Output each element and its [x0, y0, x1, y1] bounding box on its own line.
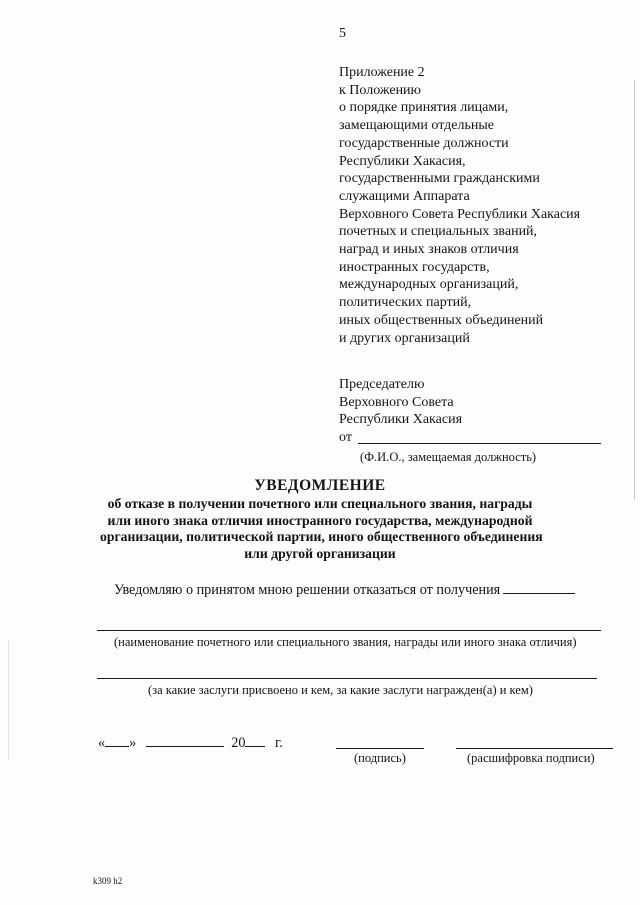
appendix-line: государственные должности: [339, 135, 509, 151]
from-label: от: [339, 430, 352, 446]
addressee-block: [339, 376, 629, 467]
award-name-blank-line[interactable]: [97, 630, 601, 631]
footer-code: k309 h2: [93, 876, 123, 886]
scan-edge-mark: [634, 80, 635, 500]
fio-caption: (Ф.И.О., замещаемая должность): [360, 450, 537, 465]
month-blank[interactable]: [146, 734, 224, 747]
notice-subtitle-line: об отказе в получении почетного или специального звания, награды: [107, 496, 533, 511]
date-row: [98, 734, 283, 752]
signature-decoding-line[interactable]: [456, 748, 613, 749]
appendix-line: служащими Аппарата: [339, 188, 470, 204]
notice-subtitle-line: организации, политической партии, иного общественного объединения: [100, 529, 543, 545]
appendix-line: государственными гражданскими: [339, 171, 540, 187]
signature-line[interactable]: [336, 748, 424, 749]
appendix-line: замещающими отдельные: [339, 118, 494, 134]
appendix-line: и других организаций: [339, 330, 470, 346]
notice-subtitle-line: или другой организации: [244, 545, 396, 561]
appendix-line: Верховного Совета Республики Хакасия: [339, 206, 581, 222]
year-suffix: г.: [275, 735, 283, 751]
merit-caption: (за какие заслуги присвоено и кем, за какие заслуги награжден(а) и кем): [148, 683, 533, 697]
appendix-line: иностранных государств,: [339, 259, 490, 275]
signature-decoding-caption: (расшифровка подписи): [467, 751, 595, 765]
appendix-line: Приложение 2: [339, 65, 425, 80]
notice-title: УВЕДОМЛЕНИЕ: [254, 477, 386, 494]
award-name-blank-short[interactable]: [503, 593, 575, 594]
appendix-block: [339, 64, 629, 347]
addressee-line: Верховного Совета: [339, 394, 454, 410]
appendix-line: Республики Хакасия,: [339, 153, 466, 169]
appendix-line: наград и иных знаков отличия: [339, 242, 519, 258]
merit-blank-line[interactable]: [97, 678, 597, 679]
notice-subtitle-line: или иного знака отличия иностранного государства, международной: [107, 512, 533, 528]
quote-open: «: [98, 735, 106, 751]
year-prefix: 20: [231, 735, 246, 751]
scan-edge-mark: [8, 640, 9, 760]
appendix-line: иных общественных объединений: [339, 312, 544, 328]
notify-text: Уведомляю о принятом мною решении отказаться от получения: [114, 582, 501, 598]
addressee-line: Председателю: [339, 377, 425, 392]
appendix-line: политических партий,: [339, 295, 472, 311]
appendix-line: к Положению: [339, 82, 422, 98]
appendix-line: международных организаций,: [339, 277, 519, 293]
quote-close: »: [129, 735, 137, 751]
day-blank[interactable]: [105, 734, 129, 747]
appendix-line: почетных и специальных званий,: [339, 224, 538, 240]
notify-row: [114, 582, 575, 599]
from-blank-line[interactable]: [358, 443, 601, 444]
signature-caption: (подпись): [354, 751, 406, 765]
appendix-line: о порядке принятия лицами,: [339, 100, 509, 116]
year-blank[interactable]: [245, 734, 265, 747]
notice-subtitle: [100, 496, 543, 562]
from-row: [339, 429, 629, 447]
page-number: 5: [339, 26, 346, 41]
addressee-line: Республики Хакасия: [339, 412, 463, 428]
award-name-caption: (наименование почетного или специального звания, награды или иного знака отличия): [114, 635, 577, 649]
